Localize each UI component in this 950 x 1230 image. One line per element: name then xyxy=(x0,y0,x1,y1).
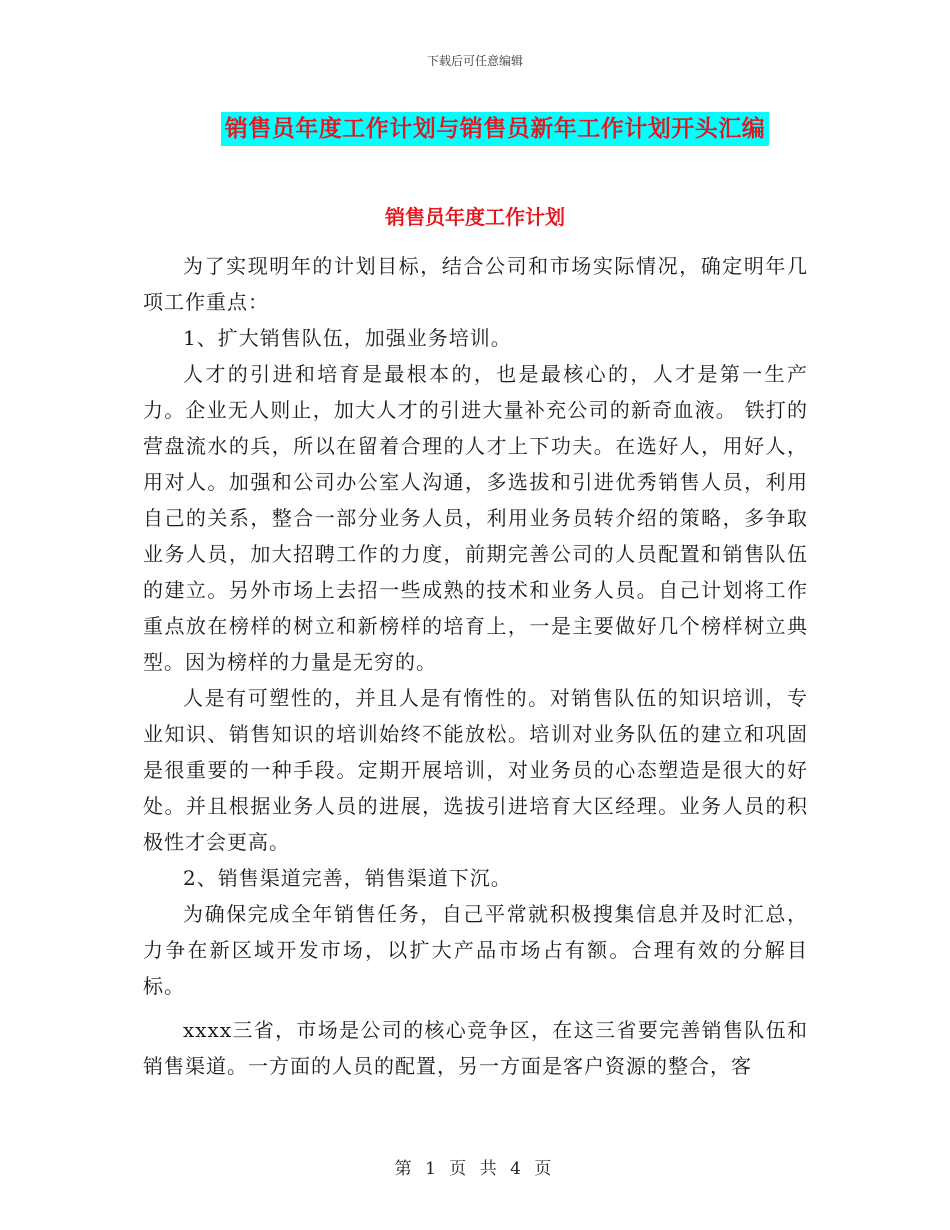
paragraph: 2、销售渠道完善，销售渠道下沉。 xyxy=(183,866,512,890)
paragraph: 人才的引进和培育是最根本的，也是最核心的，人才是第一生产力。企业无人则止，加大人才的引进大量补充公司的新奇血液。 铁打的营盘流水的兵，所以在留着合理的人才上下功夫。在选好人，用好人，用对人。加强和公司办公室人沟通，多选拔和引进优秀销售人员，利用自己的关系，整合一部分业务人员，利用业务员转介绍的策略，多争取业务人员，加大招聘工作的力度，前期完善公司的人员配置和销售队伍的建立。另外市场上去招一些成熟的技术和业务人员。自己计划将工作重点放在榜样的树立和新榜样的培育上，一是主要做好几个榜样树立典型。因为榜样的力量是无穷的。 xyxy=(143,362,808,674)
paragraph: 人是有可塑性的，并且人是有惰性的。对销售队伍的知识培训，专业知识、销售知识的培训始终不能放松。培训对业务队伍的建立和巩固是很重要的一种手段。定期开展培训，对业务员的心态塑造是很大的好处。并且根据业务人员的进展，选拔引进培育大区经理。业务人员的积极性才会更高。 xyxy=(143,686,808,854)
section-title: 销售员年度工作计划 xyxy=(385,205,565,229)
paragraph: xxxx三省，市场是公司的核心竞争区，在这三省要完善销售队伍和销售渠道。一方面的人员的配置，另一方面是客户资源的整合，客 xyxy=(143,1018,808,1078)
paragraph: 为确保完成全年销售任务，自己平常就积极搜集信息并及时汇总，力争在新区域开发市场，以扩大产品市场占有额。合理有效的分解目标。 xyxy=(143,902,808,998)
document-title: 销售员年度工作计划与销售员新年工作计划开头汇编 xyxy=(221,112,770,146)
document-title-container xyxy=(0,112,950,146)
paragraph: 为了实现明年的计划目标，结合公司和市场实际情况，确定明年几项工作重点： xyxy=(143,254,808,314)
page-footer: 第 1 页 共 4 页 xyxy=(394,1159,556,1179)
paragraph: 1、扩大销售队伍，加强业务培训。 xyxy=(183,326,512,350)
header-note: 下载后可任意编辑 xyxy=(426,54,523,68)
body-text xyxy=(143,248,808,1084)
